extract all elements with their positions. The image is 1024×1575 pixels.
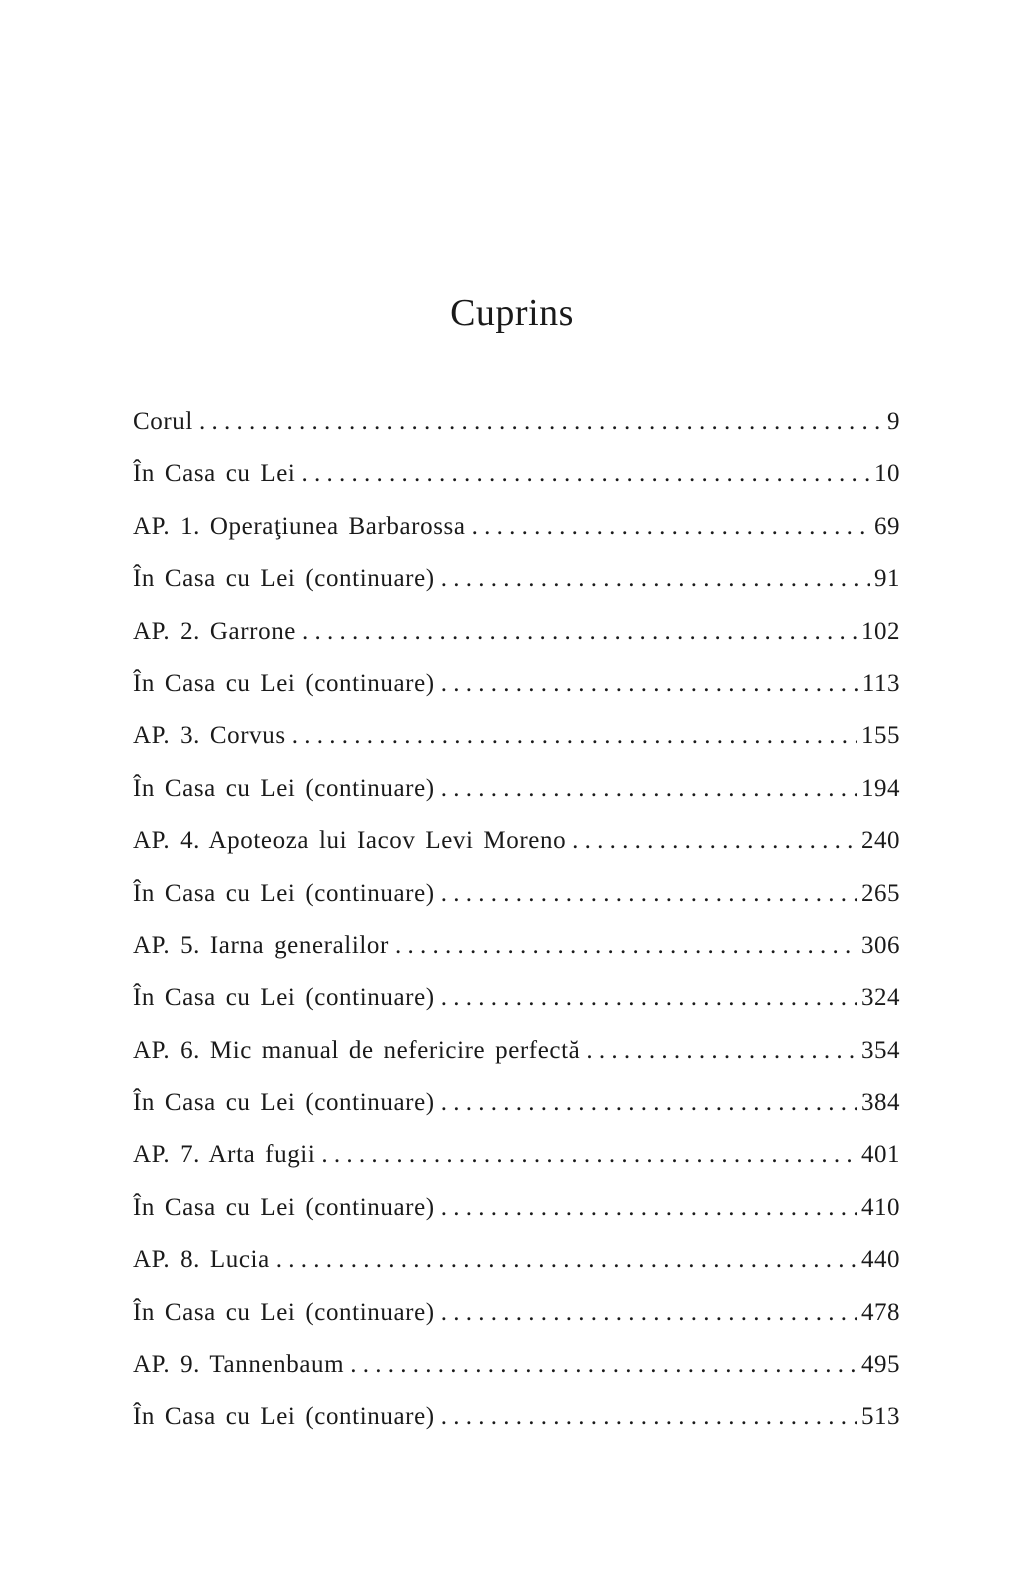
toc-entry-page: 10 — [874, 460, 900, 488]
toc-entry-label: AP. 3. Corvus — [133, 722, 286, 750]
toc-entry-page: 354 — [861, 1036, 900, 1064]
table-of-contents — [133, 396, 900, 1444]
toc-entry — [133, 396, 900, 448]
toc-entry-page: 9 — [887, 408, 900, 435]
toc-entry — [133, 920, 900, 972]
toc-entry-label: Corul — [133, 408, 193, 435]
toc-entry — [133, 1025, 900, 1077]
dot-leader — [199, 396, 883, 448]
toc-entry — [133, 1129, 900, 1181]
dot-leader — [276, 1234, 857, 1286]
toc-entry-page: 324 — [861, 984, 900, 1012]
toc-entry-label: AP. 2. Garrone — [133, 617, 296, 645]
toc-entry-page: 440 — [861, 1246, 900, 1274]
toc-entry — [133, 501, 900, 553]
toc-entry-label: AP. 5. Iarna generalilor — [133, 931, 389, 959]
dot-leader — [350, 1339, 857, 1391]
dot-leader — [472, 501, 870, 553]
toc-entry-page: 265 — [861, 879, 900, 907]
toc-entry-page: 194 — [861, 774, 900, 802]
toc-entry-label: AP. 9. Tannenbaum — [133, 1351, 345, 1379]
dot-leader — [292, 710, 857, 762]
dot-leader — [441, 658, 858, 710]
toc-entry — [133, 763, 900, 815]
toc-entry — [133, 1077, 900, 1129]
toc-entry-page: 240 — [861, 827, 900, 855]
toc-entry — [133, 1234, 900, 1286]
toc-entry-label: În Casa cu Lei (continuare) — [133, 879, 435, 907]
toc-entry — [133, 553, 900, 605]
dot-leader — [572, 815, 857, 867]
toc-entry-label: În Casa cu Lei (continuare) — [133, 774, 435, 802]
toc-entry-page: 478 — [861, 1298, 900, 1326]
toc-entry-label: În Casa cu Lei (continuare) — [133, 984, 435, 1012]
page-title: Cuprins — [450, 292, 574, 334]
dot-leader — [441, 553, 870, 605]
toc-entry-label: În Casa cu Lei (continuare) — [133, 565, 435, 593]
dot-leader — [301, 448, 870, 500]
toc-entry — [133, 1339, 900, 1391]
toc-entry-label: AP. 4. Apoteoza lui Iacov Levi Moreno — [133, 827, 567, 855]
toc-entry — [133, 868, 900, 920]
toc-entry-label: AP. 8. Lucia — [133, 1246, 270, 1274]
dot-leader — [395, 920, 857, 972]
toc-entry-page: 401 — [861, 1141, 900, 1169]
dot-leader — [441, 1391, 857, 1443]
toc-entry-page: 306 — [861, 931, 900, 959]
toc-entry — [133, 1287, 900, 1339]
toc-entry-page: 410 — [861, 1193, 900, 1221]
toc-entry — [133, 658, 900, 710]
dot-leader — [441, 1182, 857, 1234]
toc-entry — [133, 972, 900, 1024]
toc-entry-label: În Casa cu Lei — [133, 460, 296, 488]
dot-leader — [441, 972, 857, 1024]
toc-entry-label: În Casa cu Lei (continuare) — [133, 1403, 435, 1431]
toc-entry-page: 495 — [861, 1351, 900, 1379]
toc-entry-label: În Casa cu Lei (continuare) — [133, 1089, 435, 1117]
toc-entry-label: AP. 6. Mic manual de nefericire perfectă — [133, 1036, 581, 1064]
toc-entry-page: 384 — [861, 1089, 900, 1117]
toc-entry-label: În Casa cu Lei (continuare) — [133, 1298, 435, 1326]
toc-entry — [133, 815, 900, 867]
toc-entry-page: 513 — [861, 1403, 900, 1431]
dot-leader — [302, 606, 857, 658]
toc-entry — [133, 710, 900, 762]
toc-entry-page: 113 — [861, 669, 900, 697]
dot-leader — [586, 1025, 857, 1077]
toc-entry — [133, 1391, 900, 1443]
toc-entry — [133, 606, 900, 658]
toc-entry-page: 91 — [874, 565, 900, 593]
dot-leader — [441, 1287, 857, 1339]
toc-entry-page: 102 — [861, 617, 900, 645]
toc-entry-page: 155 — [861, 722, 900, 750]
toc-entry — [133, 448, 900, 500]
toc-entry-label: În Casa cu Lei (continuare) — [133, 1193, 435, 1221]
dot-leader — [441, 868, 857, 920]
dot-leader — [441, 763, 857, 815]
toc-entry-label: În Casa cu Lei (continuare) — [133, 669, 435, 697]
toc-entry — [133, 1182, 900, 1234]
dot-leader — [321, 1129, 857, 1181]
dot-leader — [441, 1077, 857, 1129]
toc-entry-label: AP. 7. Arta fugii — [133, 1141, 316, 1169]
toc-entry-label: AP. 1. Operaţiunea Barbarossa — [133, 512, 466, 540]
toc-entry-page: 69 — [874, 512, 900, 540]
